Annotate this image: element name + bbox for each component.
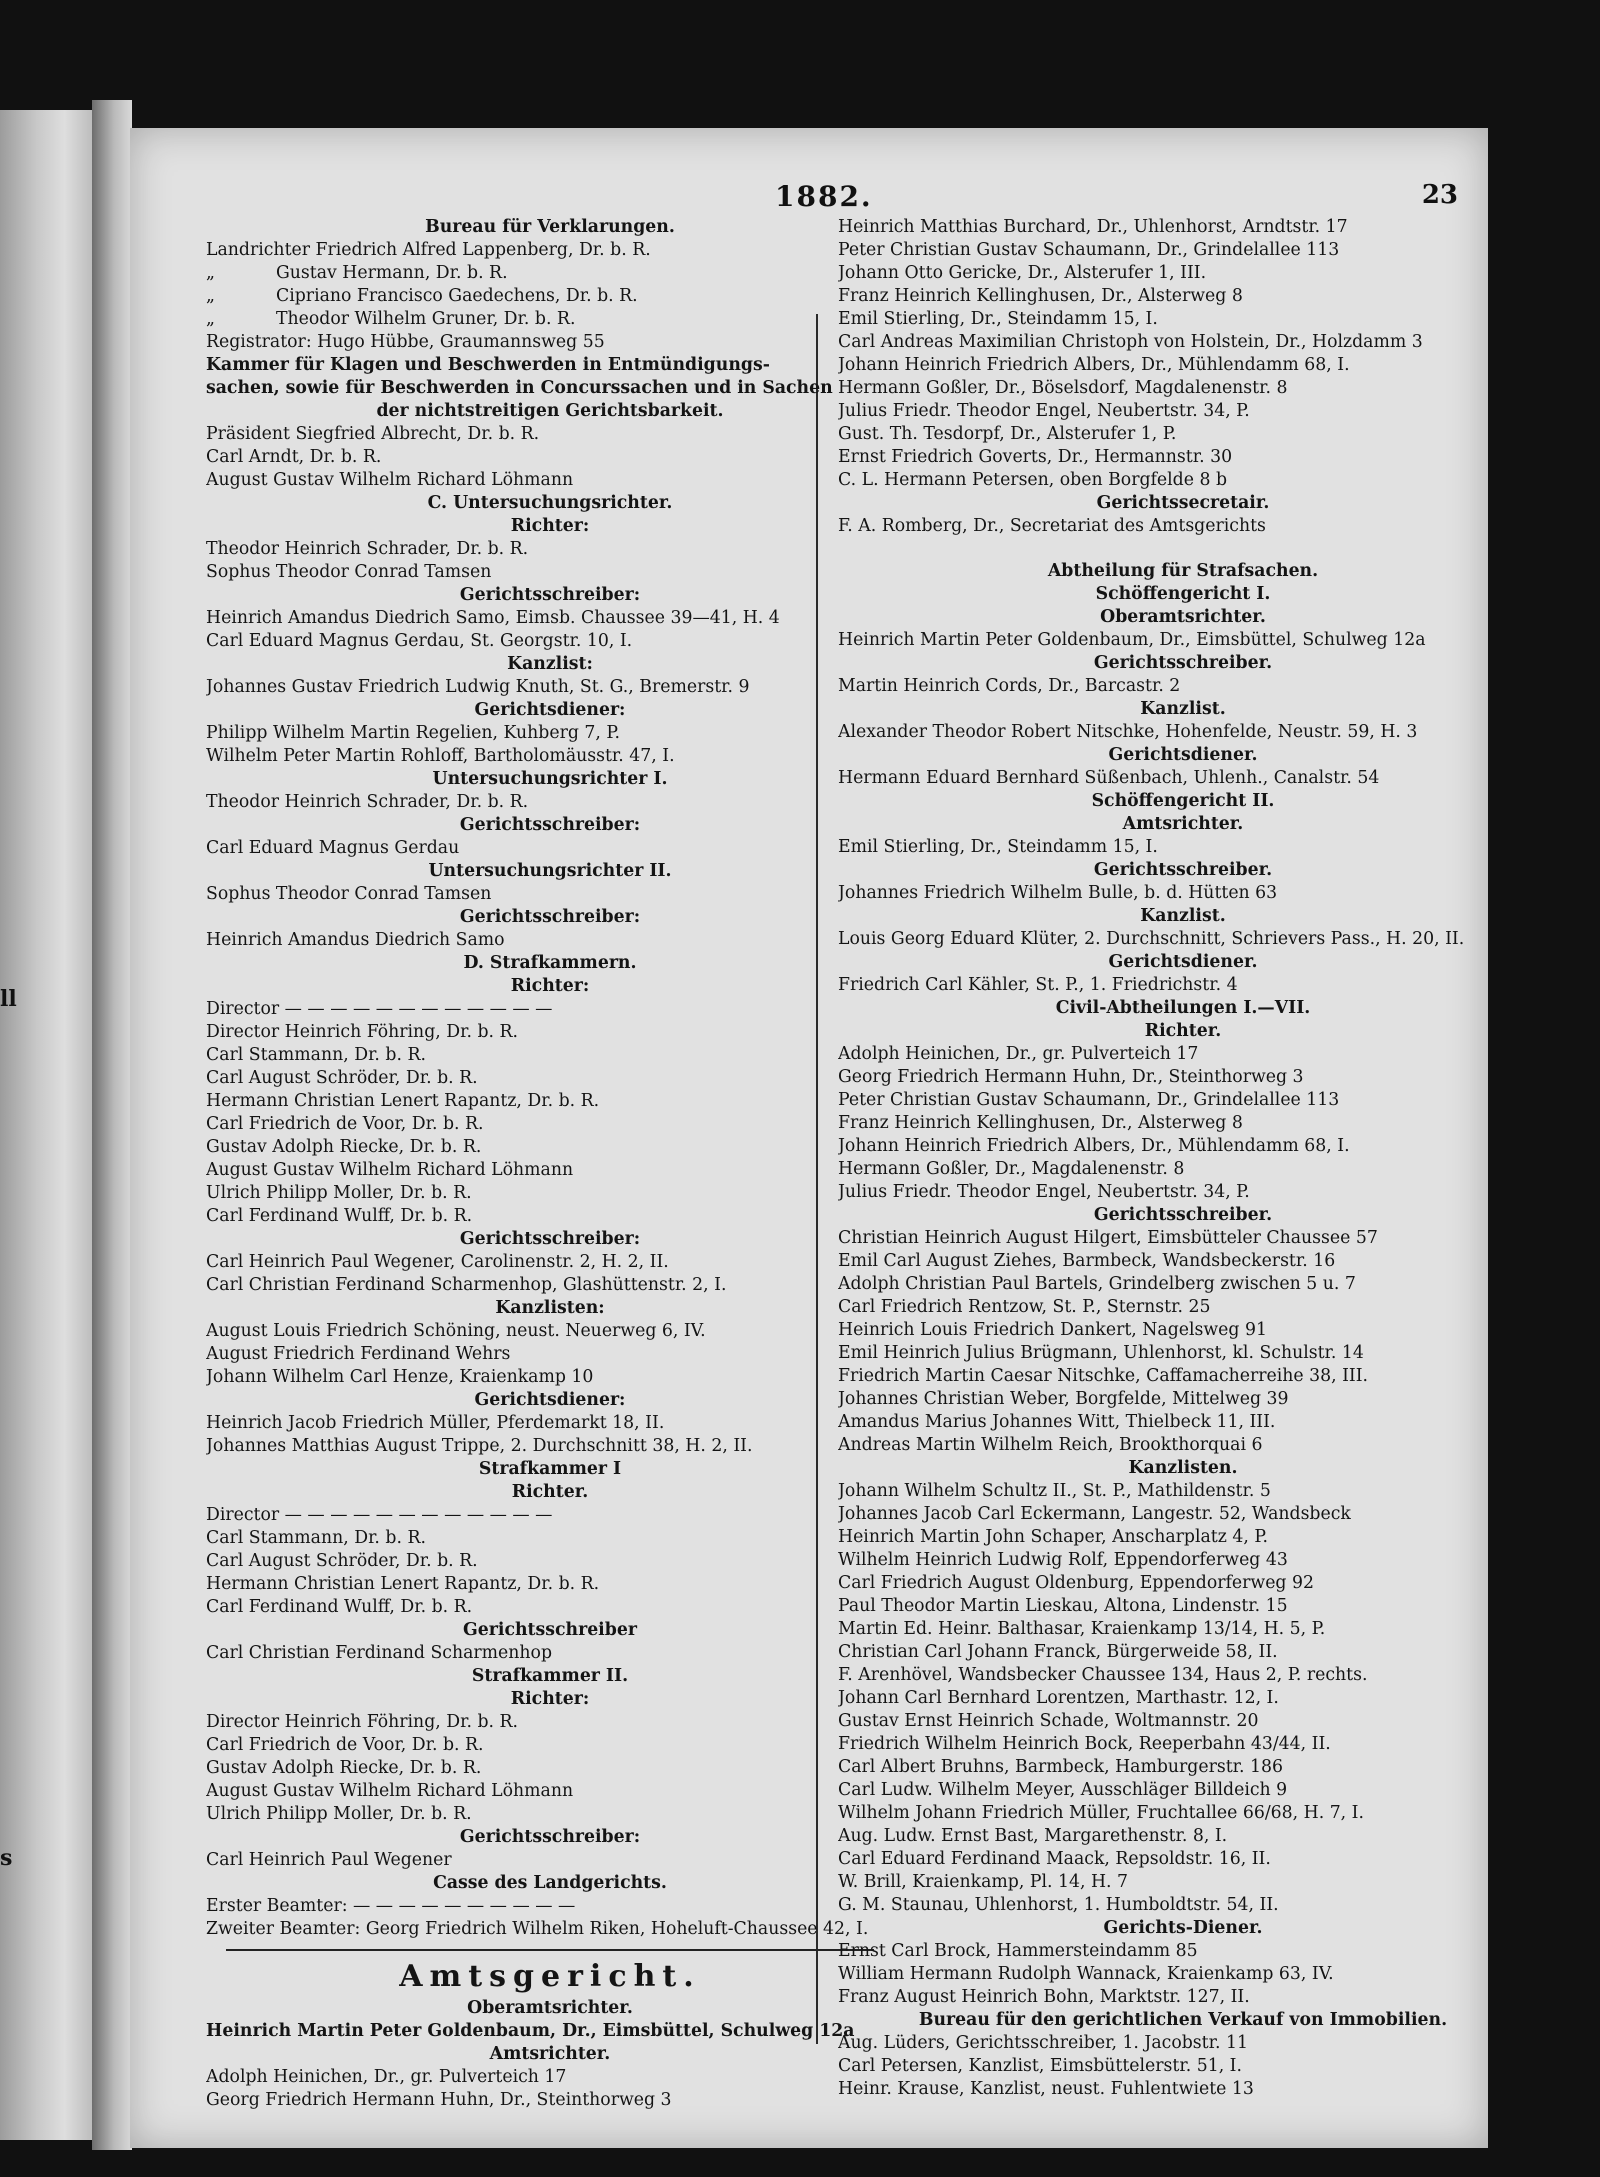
directory-entry: Gustav Adolph Riecke, Dr. b. R. [206,1137,482,1157]
section-heading: Untersuchungsrichter I. [432,769,668,789]
directory-entry: Gustav Ernst Heinrich Schade, Woltmannstr. 20 [838,1711,1259,1731]
directory-entry: Carl Friedrich de Voor, Dr. b. R. [206,1735,484,1755]
directory-entry: W. Brill, Kraienkamp, Pl. 14, H. 7 [838,1872,1128,1892]
section-heading: der nichtstreitigen Gerichtsbarkeit. [376,401,724,421]
directory-entry: Aug. Ludw. Ernst Bast, Margarethenstr. 8, I. [838,1826,1228,1846]
directory-entry: Martin Heinrich Cords, Dr., Barcastr. 2 [838,676,1181,696]
section-heading: Kanzlisten: [495,1298,605,1318]
directory-entry: Carl Friedrich de Voor, Dr. b. R. [206,1114,484,1134]
directory-entry: Martin Ed. Heinr. Balthasar, Kraienkamp 13/14, H. 5, P. [838,1619,1326,1639]
left-column [206,216,894,2112]
directory-entry: Sophus Theodor Conrad Tamsen [206,884,492,904]
directory-entry: Peter Christian Gustav Schaumann, Dr., Grindelallee 113 [838,1090,1340,1110]
directory-entry: Theodor Heinrich Schrader, Dr. b. R. [206,539,529,559]
directory-entry: Julius Friedr. Theodor Engel, Neubertstr. 34, P. [838,401,1250,421]
page-year: 1882. [775,180,873,213]
directory-entry: August Gustav Wilhelm Richard Löhmann [206,1781,574,1801]
directory-entry: Carl Petersen, Kanzlist, Eimsbüttelerstr. 51, I. [838,2056,1243,2076]
spacer [838,549,1528,560]
directory-entry: Carl Stammann, Dr. b. R. [206,1045,426,1065]
section-heading: Abtheilung für Strafsachen. [1047,561,1319,581]
directory-entry: Carl Eduard Ferdinand Maack, Repsoldstr. 16, II. [838,1849,1271,1869]
section-heading: Gerichtsschreiber: [459,907,641,927]
section-heading: Casse des Landgerichts. [433,1873,667,1893]
directory-entry: Ernst Friedrich Goverts, Dr., Hermannstr. 30 [838,447,1233,467]
section-heading: Strafkammer II. [471,1666,629,1686]
section-heading: Bureau für den gerichtlichen Verkauf von Immobilien. [918,2010,1448,2030]
directory-entry: Georg Friedrich Hermann Huhn, Dr., Steinthorweg 3 [838,1067,1304,1087]
section-heading: Gerichtsschreiber: [459,1229,641,1249]
directory-entry: Friedrich Martin Caesar Nitschke, Caffamacherreihe 38, III. [838,1366,1369,1386]
directory-entry: Johannes Friedrich Wilhelm Bulle, b. d. Hütten 63 [838,883,1278,903]
directory-entry: Ernst Carl Brock, Hammersteindamm 85 [838,1941,1198,1961]
directory-entry: Director — — — — — — — — — — — — [206,1505,553,1525]
directory-entry: Johann Carl Bernhard Lorentzen, Marthastr. 12, I. [838,1688,1279,1708]
directory-entry: Kammer für Klagen und Beschwerden in Entmündigungs- [206,355,770,375]
directory-entry: Gustav Adolph Riecke, Dr. b. R. [206,1758,482,1778]
section-heading: Richter: [510,516,590,536]
directory-entry: Johann Heinrich Friedrich Albers, Dr., Mühlendamm 68, I. [838,1136,1350,1156]
directory-entry: Peter Christian Gustav Schaumann, Dr., Grindelallee 113 [838,240,1340,260]
directory-entry: Carl Arndt, Dr. b. R. [206,447,382,467]
directory-entry: Johannes Matthias August Trippe, 2. Durchschnitt 38, H. 2, II. [206,1436,753,1456]
directory-entry: G. M. Staunau, Uhlenhorst, 1. Humboldtstr. 54, II. [838,1895,1279,1915]
section-heading: Gerichtsdiener: [474,700,626,720]
section-heading: Gerichtsschreiber. [1093,1205,1273,1225]
directory-entry: Adolph Christian Paul Bartels, Grindelberg zwischen 5 u. 7 [838,1274,1356,1294]
directory-entry: Hermann Goßler, Dr., Magdalenenstr. 8 [838,1159,1185,1179]
section-heading: Kanzlisten. [1128,1458,1238,1478]
section-rule [226,1949,874,1951]
section-heading: Gerichtsdiener: [474,1390,626,1410]
page-header [130,180,1488,220]
directory-entry: Erster Beamter: — — — — — — — — — — [206,1896,576,1916]
section-heading: Strafkammer I [478,1459,622,1479]
directory-entry: Heinrich Amandus Diedrich Samo [206,930,505,950]
directory-entry: Franz Heinrich Kellinghusen, Dr., Alsterweg 8 [838,1113,1243,1133]
section-heading: Oberamtsrichter. [1100,607,1266,627]
section-heading: Gerichtsschreiber. [1093,653,1273,673]
directory-entry: Ulrich Philipp Moller, Dr. b. R. [206,1183,472,1203]
directory-entry: Friedrich Carl Kähler, St. P., 1. Friedrichstr. 4 [838,975,1238,995]
directory-entry: Christian Carl Johann Franck, Bürgerweide 58, II. [838,1642,1278,1662]
directory-entry: Heinrich Louis Friedrich Dankert, Nagelsweg 91 [838,1320,1267,1340]
directory-entry: Carl Friedrich Rentzow, St. P., Sternstr. 25 [838,1297,1211,1317]
directory-entry: August Gustav Wilhelm Richard Löhmann [206,470,574,490]
directory-entry: Heinrich Martin Peter Goldenbaum, Dr., Eimsbüttel, Schulweg 12a [838,630,1426,650]
directory-entry: Carl Ferdinand Wulff, Dr. b. R. [206,1597,473,1617]
section-heading: Richter. [1144,1021,1222,1041]
directory-entry [206,262,894,285]
page-number: 23 [1421,180,1458,210]
section-heading: Gerichtsschreiber. [1093,860,1273,880]
directory-entry: Carl Stammann, Dr. b. R. [206,1528,426,1548]
section-heading: Gerichtsdiener. [1108,745,1258,765]
section-heading: Amtsrichter. [1122,814,1244,834]
directory-entry: Hermann Christian Lenert Rapantz, Dr. b. R. [206,1091,600,1111]
adjacent-page-edge [0,110,92,2140]
directory-entry: August Louis Friedrich Schöning, neust. Neuerweg 6, IV. [206,1321,706,1341]
section-heading: D. Strafkammern. [463,953,637,973]
directory-entry: sachen, sowie für Beschwerden in Concurssachen und in Sachen [206,378,833,398]
directory-entry: Emil Heinrich Julius Brügmann, Uhlenhorst, kl. Schulstr. 14 [838,1343,1364,1363]
ditto-mark: „ [206,286,215,306]
directory-entry: Carl Ludw. Wilhelm Meyer, Ausschläger Billdeich 9 [838,1780,1288,1800]
directory-entry: Carl Heinrich Paul Wegener, Carolinenstr. 2, H. 2, II. [206,1252,669,1272]
section-heading: Amtsrichter. [489,2044,611,2064]
section-heading: Gerichtsschreiber: [459,585,641,605]
directory-entry: Emil Carl August Ziehes, Barmbeck, Wandsbeckerstr. 16 [838,1251,1336,1271]
directory-entry: Carl Albert Bruhns, Barmbeck, Hamburgerstr. 186 [838,1757,1283,1777]
entry-text: Theodor Wilhelm Gruner, Dr. b. R. [276,309,576,329]
directory-entry [206,308,894,331]
right-column [838,216,1528,2101]
directory-entry: Heinrich Jacob Friedrich Müller, Pferdemarkt 18, II. [206,1413,665,1433]
directory-entry: Andreas Martin Wilhelm Reich, Brookthorquai 6 [838,1435,1263,1455]
directory-entry: Johann Otto Gericke, Dr., Alsterufer 1, III. [838,263,1207,283]
section-heading: Oberamtsrichter. [467,1998,633,2018]
directory-entry: Carl August Schröder, Dr. b. R. [206,1068,478,1088]
directory-entry: Franz August Heinrich Bohn, Marktstr. 127, II. [838,1987,1250,2007]
directory-entry [206,285,894,308]
directory-entry: Johann Wilhelm Carl Henze, Kraienkamp 10 [206,1367,594,1387]
directory-entry: Heinrich Amandus Diedrich Samo, Eimsb. Chaussee 39—41, H. 4 [206,608,780,628]
directory-entry: Aug. Lüders, Gerichtsschreiber, 1. Jacobstr. 11 [838,2033,1248,2053]
directory-entry: Landrichter Friedrich Alfred Lappenberg, Dr. b. R. [206,240,651,260]
directory-entry: William Hermann Rudolph Wannack, Kraienkamp 63, IV. [838,1964,1334,1984]
entry-text: Gustav Hermann, Dr. b. R. [276,263,508,283]
section-heading: Civil-Abtheilungen I.—VII. [1055,998,1311,1018]
directory-entry: Carl Friedrich August Oldenburg, Eppendorferweg 92 [838,1573,1314,1593]
directory-entry: Carl Heinrich Paul Wegener [206,1850,452,1870]
section-heading: Richter: [510,976,590,996]
directory-entry: Hermann Eduard Bernhard Süßenbach, Uhlenh., Canalstr. 54 [838,768,1380,788]
directory-entry: Carl Eduard Magnus Gerdau [206,838,460,858]
section-heading: Kanzlist. [1140,699,1226,719]
directory-entry: Theodor Heinrich Schrader, Dr. b. R. [206,792,529,812]
directory-entry: Johannes Jacob Carl Eckermann, Langestr. 52, Wandsbeck [838,1504,1351,1524]
directory-entry: Emil Stierling, Dr., Steindamm 15, I. [838,309,1158,329]
directory-entry: Director Heinrich Föhring, Dr. b. R. [206,1712,518,1732]
directory-entry: Georg Friedrich Hermann Huhn, Dr., Steinthorweg 3 [206,2090,672,2110]
section-heading: C. Untersuchungsrichter. [427,493,673,513]
entry-text: Cipriano Francisco Gaedechens, Dr. b. R. [276,286,638,306]
document-page [130,128,1488,2148]
directory-entry: Philipp Wilhelm Martin Regelien, Kuhberg 7, P. [206,723,621,743]
directory-entry: Director — — — — — — — — — — — — [206,999,553,1019]
directory-entry: Emil Stierling, Dr., Steindamm 15, I. [838,837,1158,857]
directory-entry: Zweiter Beamter: Georg Friedrich Wilhelm Riken, Hoheluft-Chaussee 42, I. [206,1919,869,1939]
section-heading: Amtsgericht. [399,1959,701,1994]
directory-entry: Paul Theodor Martin Lieskau, Altona, Lindenstr. 15 [838,1596,1288,1616]
directory-entry: C. L. Hermann Petersen, oben Borgfelde 8 b [838,470,1228,490]
section-heading: Gerichts-Diener. [1103,1918,1263,1938]
directory-entry: August Friedrich Ferdinand Wehrs [206,1344,511,1364]
directory-entry: Heinrich Martin John Schaper, Anscharplatz 4, P. [838,1527,1268,1547]
directory-entry: Heinr. Krause, Kanzlist, neust. Fuhlentwiete 13 [838,2079,1254,2099]
directory-entry: Heinrich Matthias Burchard, Dr., Uhlenhorst, Arndtstr. 17 [838,217,1348,237]
directory-entry: Carl Ferdinand Wulff, Dr. b. R. [206,1206,473,1226]
directory-entry: Ulrich Philipp Moller, Dr. b. R. [206,1804,472,1824]
directory-entry: Gust. Th. Tesdorpf, Dr., Alsterufer 1, P. [838,424,1177,444]
section-heading: Bureau für Verklarungen. [425,217,675,237]
directory-entry: F. Arenhövel, Wandsbecker Chaussee 134, Haus 2, P. rechts. [838,1665,1368,1685]
book-gutter [92,100,132,2150]
section-heading: Kanzlist. [1140,906,1226,926]
directory-entry: Friedrich Wilhelm Heinrich Bock, Reeperbahn 43/44, II. [838,1734,1331,1754]
directory-entry: Franz Heinrich Kellinghusen, Dr., Alsterweg 8 [838,286,1243,306]
directory-entry: Wilhelm Johann Friedrich Müller, Fruchtallee 66/68, H. 7, I. [838,1803,1364,1823]
directory-entry: Sophus Theodor Conrad Tamsen [206,562,492,582]
directory-entry: Carl Eduard Magnus Gerdau, St. Georgstr. 10, I. [206,631,633,651]
left-page-mark: ll [0,986,17,1012]
section-heading: Untersuchungsrichter II. [428,861,672,881]
directory-entry: Alexander Theodor Robert Nitschke, Hohenfelde, Neustr. 59, H. 3 [838,722,1418,742]
directory-entry: F. A. Romberg, Dr., Secretariat des Amtsgerichts [838,516,1266,536]
section-heading: Gerichtsschreiber: [459,1827,641,1847]
directory-entry: Carl Christian Ferdinand Scharmenhop, Glashüttenstr. 2, I. [206,1275,727,1295]
left-page-mark: s [0,1845,13,1871]
directory-entry: Louis Georg Eduard Klüter, 2. Durchschnitt, Schrievers Pass., H. 20, II. [838,929,1465,949]
directory-entry: August Gustav Wilhelm Richard Löhmann [206,1160,574,1180]
section-heading: Richter. [511,1482,589,1502]
directory-entry: Carl Christian Ferdinand Scharmenhop [206,1643,553,1663]
directory-entry: Wilhelm Peter Martin Rohloff, Bartholomäusstr. 47, I. [206,746,675,766]
directory-entry: Johann Wilhelm Schultz II., St. P., Mathildenstr. 5 [838,1481,1271,1501]
directory-entry: Johannes Gustav Friedrich Ludwig Knuth, St. G., Bremerstr. 9 [206,677,750,697]
ditto-mark: „ [206,309,215,329]
section-heading: Gerichtsschreiber [463,1620,637,1640]
directory-entry: Johann Heinrich Friedrich Albers, Dr., Mühlendamm 68, I. [838,355,1350,375]
directory-entry: Julius Friedr. Theodor Engel, Neubertstr. 34, P. [838,1182,1250,1202]
directory-entry: Amandus Marius Johannes Witt, Thielbeck 11, III. [838,1412,1276,1432]
section-heading: Gerichtssecretair. [1096,493,1270,513]
section-heading: Gerichtsschreiber: [459,815,641,835]
directory-entry: Heinrich Martin Peter Goldenbaum, Dr., Eimsbüttel, Schulweg 12a [206,2021,855,2041]
directory-entry: Christian Heinrich August Hilgert, Eimsbütteler Chaussee 57 [838,1228,1378,1248]
spacer [838,538,1528,549]
directory-entry: Hermann Goßler, Dr., Böselsdorf, Magdalenenstr. 8 [838,378,1288,398]
directory-entry: Johannes Christian Weber, Borgfelde, Mittelweg 39 [838,1389,1289,1409]
section-heading: Gerichtsdiener. [1108,952,1258,972]
section-heading: Richter: [510,1689,590,1709]
directory-entry: Director Heinrich Föhring, Dr. b. R. [206,1022,518,1042]
directory-entry: Carl Andreas Maximilian Christoph von Holstein, Dr., Holzdamm 3 [838,332,1423,352]
ditto-mark: „ [206,263,215,283]
directory-entry: Wilhelm Heinrich Ludwig Rolf, Eppendorferweg 43 [838,1550,1288,1570]
section-heading: Schöffengericht I. [1095,584,1271,604]
directory-entry: Registrator: Hugo Hübbe, Graumannsweg 55 [206,332,605,352]
directory-entry: Adolph Heinichen, Dr., gr. Pulverteich 17 [206,2067,567,2087]
directory-entry: Präsident Siegfried Albrecht, Dr. b. R. [206,424,540,444]
directory-entry: Carl August Schröder, Dr. b. R. [206,1551,478,1571]
section-heading: Kanzlist: [507,654,593,674]
directory-entry: Adolph Heinichen, Dr., gr. Pulverteich 17 [838,1044,1199,1064]
directory-entry: Hermann Christian Lenert Rapantz, Dr. b. R. [206,1574,600,1594]
section-heading: Schöffengericht II. [1091,791,1275,811]
